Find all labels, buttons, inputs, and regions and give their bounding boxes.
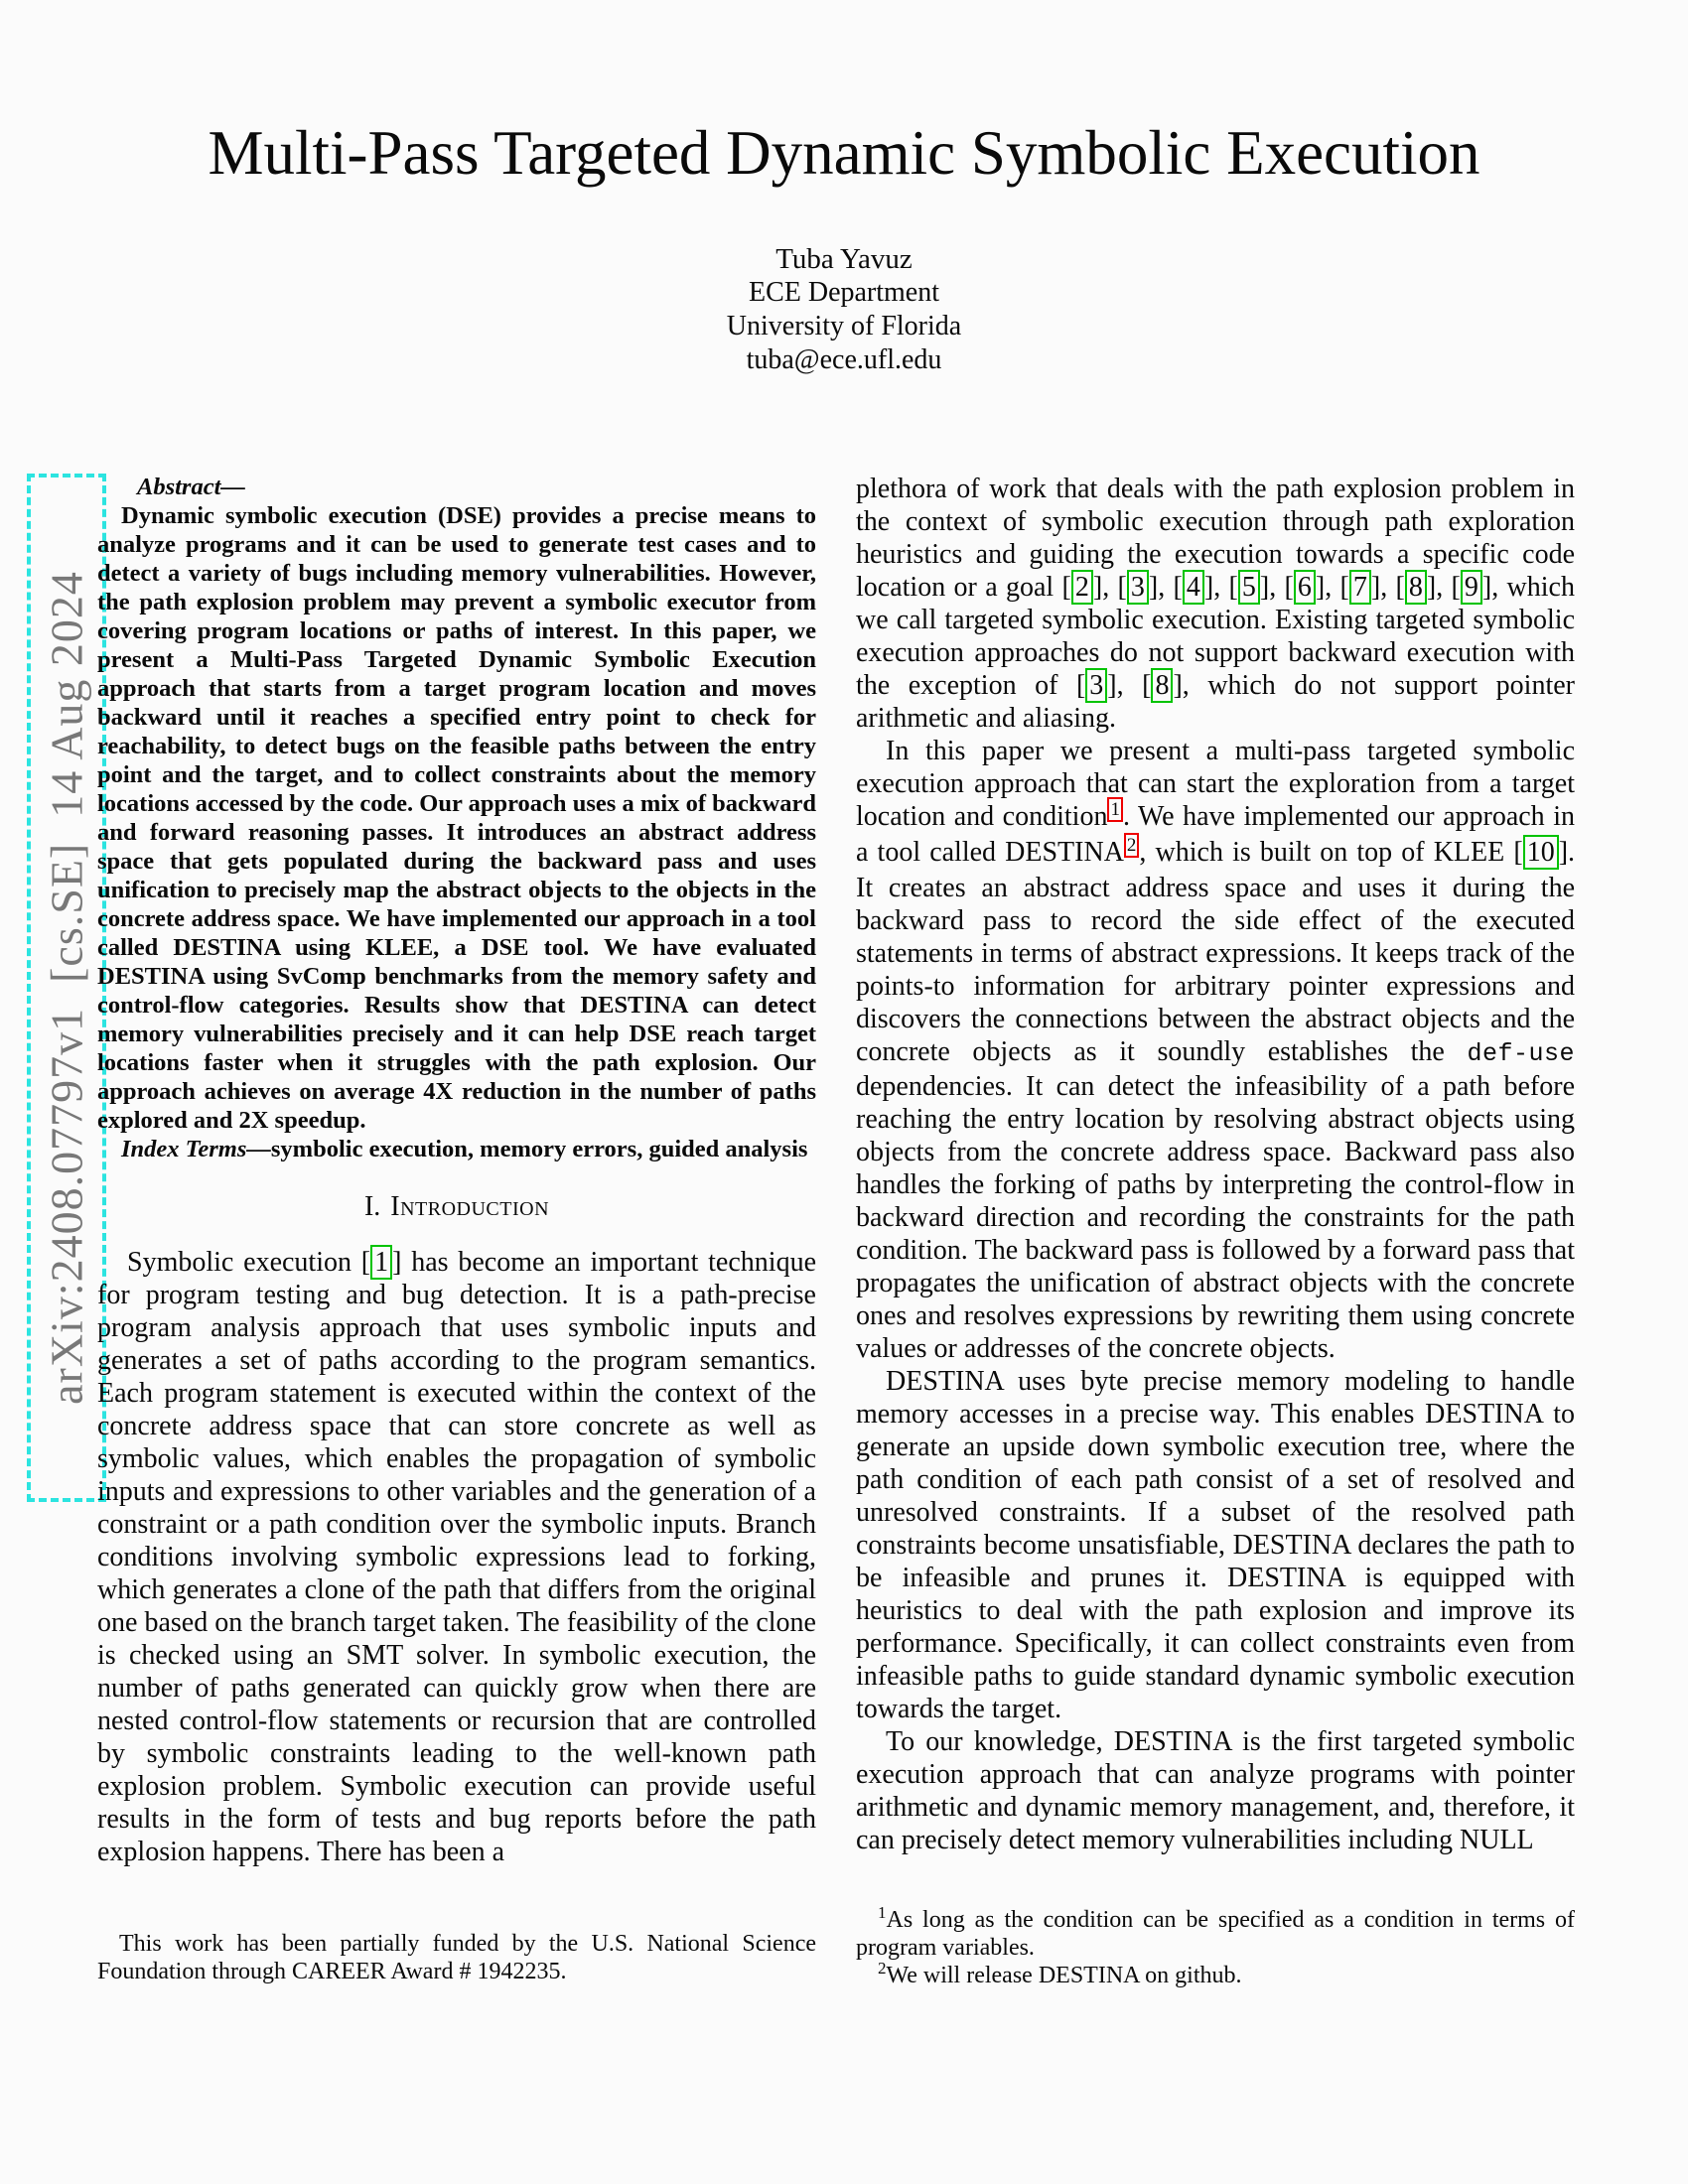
funding-footnote	[97, 1930, 816, 1985]
text-segment: ], [	[1107, 670, 1152, 701]
arxiv-watermark-text: arXiv:2408.07797v1 [cs.SE] 14 Aug 2024	[41, 571, 92, 1405]
text-segment: . We have implemented our approach in a tool called DESTINA	[856, 801, 1575, 868]
body-paragraph-4: To our knowledge, DESTINA is the first targeted symbolic execution approach that can analyze programs with pointer arithmetic and dynamic memory management, and, therefore, it can precisely detect memory vulnerabilities including NULL	[856, 1726, 1575, 1855]
footnote-2-marker: 2	[878, 1959, 887, 1978]
section-title: Introduction	[390, 1191, 550, 1222]
text-segment: In this paper we present a multi-pass targeted symbolic execution approach that can start the exploration from a target location and condition	[856, 736, 1575, 832]
author-block	[0, 242, 1688, 377]
intro-paragraph	[97, 1246, 816, 1868]
citation-link[interactable]: 3	[1127, 570, 1149, 605]
index-terms-label: Index Terms—	[121, 1136, 271, 1162]
text-segment: Symbolic execution [	[127, 1247, 371, 1278]
text-segment: ], which we call targeted symbolic execution. Existing targeted symbolic execution approaches do not support backward execution with the exception of [	[856, 572, 1575, 701]
footnotes-block	[856, 1903, 1575, 1989]
section-heading-introduction	[97, 1190, 816, 1223]
right-column	[856, 473, 1575, 1856]
footnote-link[interactable]: 1	[1107, 797, 1123, 822]
citation-link[interactable]: 1	[370, 1245, 392, 1280]
text-segment: dependencies. It can detect the infeasibility of a path before reaching the entry location by resolving abstract objects using objects from the concrete address space. Backward pass also handles the forking of paths by interpreting the control-flow in backward direction and recording the constraints for the path condition. The backward pass is followed by a forward pass that propagates the unification of abstract objects with the concrete ones and resolves expressions by rewriting them using concrete values or addresses of the concrete objects.	[856, 1071, 1575, 1364]
citation-link[interactable]: 8	[1405, 570, 1427, 605]
text-segment: ], [	[1426, 572, 1461, 603]
text-segment: ], [	[1092, 572, 1127, 603]
author-department: ECE Department	[748, 277, 940, 308]
text-segment: ], [	[1259, 572, 1294, 603]
body-paragraph-1	[856, 473, 1575, 735]
text-segment: ], [	[1370, 572, 1405, 603]
text-segment: ] has become an important technique for program testing and bug detection. It is a path-precise program analysis approach that uses symbolic inputs and generates a set of paths according to the program semantics. Each program statement is executed within the context of the concrete address space that can store concrete as well as symbolic values, which enables the propagation of symbolic inputs and expressions to other variables and the generation of a constraint or a path condition over the symbolic inputs. Branch conditions involving symbolic expressions lead to forking, which generates a clone of the path that differs from the original one based on the branch target taken. The feasibility of the clone is checked using an SMT solver. In symbolic execution, the number of paths generated can quickly grow when there are nested control-flow statements or recursion that are controlled by symbolic constraints leading to the well-known path explosion problem. Symbolic execution can provide useful results in the form of tests and bug reports before the path explosion happens. There has been a	[97, 1247, 816, 1867]
footnote-2	[856, 1959, 1575, 1989]
section-number: I.	[363, 1191, 381, 1222]
text-segment: ], which do not support pointer arithmetic and aliasing.	[856, 670, 1575, 734]
funding-footnote-text: This work has been partially funded by the U.S. National Science Foundation through CAREER Award # 1942235.	[97, 1931, 816, 1984]
citation-link[interactable]: 8	[1151, 668, 1173, 703]
citation-link[interactable]: 6	[1294, 570, 1316, 605]
body-paragraph-2	[856, 735, 1575, 1365]
author-email: tuba@ece.ufl.edu	[746, 344, 942, 375]
paper-title: Multi-Pass Targeted Dynamic Symbolic Execution	[208, 118, 1480, 188]
left-column	[97, 473, 816, 1868]
citation-link[interactable]: 2	[1071, 570, 1093, 605]
author-university: University of Florida	[726, 311, 962, 341]
text-segment: , which is built on top of KLEE [	[1139, 837, 1523, 868]
index-terms	[97, 1135, 816, 1163]
citation-link[interactable]: 9	[1461, 570, 1482, 605]
body-paragraph-3: DESTINA uses byte precise memory modeling to handle memory accesses in a precise way. This enables DESTINA to generate an upside down symbolic execution tree, where the path condition of each path consist of a set of resolved and unresolved constraints. If a subset of the resolved path constraints become unsatisfiable, DESTINA declares the path to be infeasible and prunes it. DESTINA is equipped with heuristics to deal with the path explosion and improve its performance. Specifically, it can collect constraints even from infeasible paths to guide standard dynamic symbolic execution towards the target.	[856, 1366, 1575, 1724]
abstract-text: Dynamic symbolic execution (DSE) provides a precise means to analyze programs and it can be used to generate test cases and to detect a variety of bugs including memory vulnerabilities. However, the path explosion problem may prevent a symbolic executor from covering program locations or paths of interest. In this paper, we present a Multi-Pass Targeted Dynamic Symbolic Execution approach that starts from a target program location and moves backward until it reaches a specified entry point to check for reachability, to detect bugs on the feasible paths between the entry point and the target, and to collect constraints about the memory locations accessed by the code. Our approach uses a mix of backward and forward reasoning passes. It introduces an abstract address space that gets populated during the backward pass and uses unification to precisely map the abstract objects to the objects in the concrete address space. We have implemented our approach in a tool called DESTINA using KLEE, a DSE tool. We have evaluated DESTINA using SvComp benchmarks from the memory safety and control-flow categories. Results show that DESTINA can detect memory vulnerabilities precisely and it can help DSE reach target locations faster when it struggles with the path explosion. Our approach achieves on average 4X reduction in the number of paths explored and 2X speedup.	[97, 502, 816, 1134]
arxiv-watermark-box	[27, 474, 106, 1502]
footnote-2-text: We will release DESTINA on github.	[886, 1963, 1242, 1988]
footnote-1-marker: 1	[878, 1903, 887, 1922]
citation-link[interactable]: 7	[1349, 570, 1371, 605]
text-segment: ], [	[1315, 572, 1349, 603]
text-segment: plethora of work that deals with the path explosion problem in the context of symbolic execution through path exploration heuristics and guiding the execution towards a specific code location or a goal [	[856, 474, 1575, 603]
text-segment: ], [	[1148, 572, 1183, 603]
index-terms-body: symbolic execution, memory errors, guided analysis	[270, 1136, 808, 1162]
footnote-1-text: As long as the condition can be specified as a condition in terms of program variables.	[856, 1907, 1575, 1961]
text-segment: ], [	[1203, 572, 1238, 603]
citation-link[interactable]: 3	[1085, 668, 1107, 703]
citation-link[interactable]: 5	[1238, 570, 1260, 605]
abstract-label: Abstract—	[137, 474, 245, 500]
footnote-link[interactable]: 2	[1124, 833, 1140, 858]
inline-code: def-use	[1467, 1039, 1575, 1068]
text-segment: ]. It creates an abstract address space and uses it during the backward pass to record the side effect of the executed statements in terms of abstract expressions. It keeps track of the points-to information for arbitrary pointer expressions and discovers the connections between the abstract objects and the concrete objects as it soundly establishes the	[856, 837, 1576, 1067]
citation-link[interactable]: 4	[1183, 570, 1204, 605]
footnote-1	[856, 1903, 1575, 1962]
author-name: Tuba Yavuz	[775, 243, 913, 275]
citation-link[interactable]: 10	[1523, 835, 1559, 870]
